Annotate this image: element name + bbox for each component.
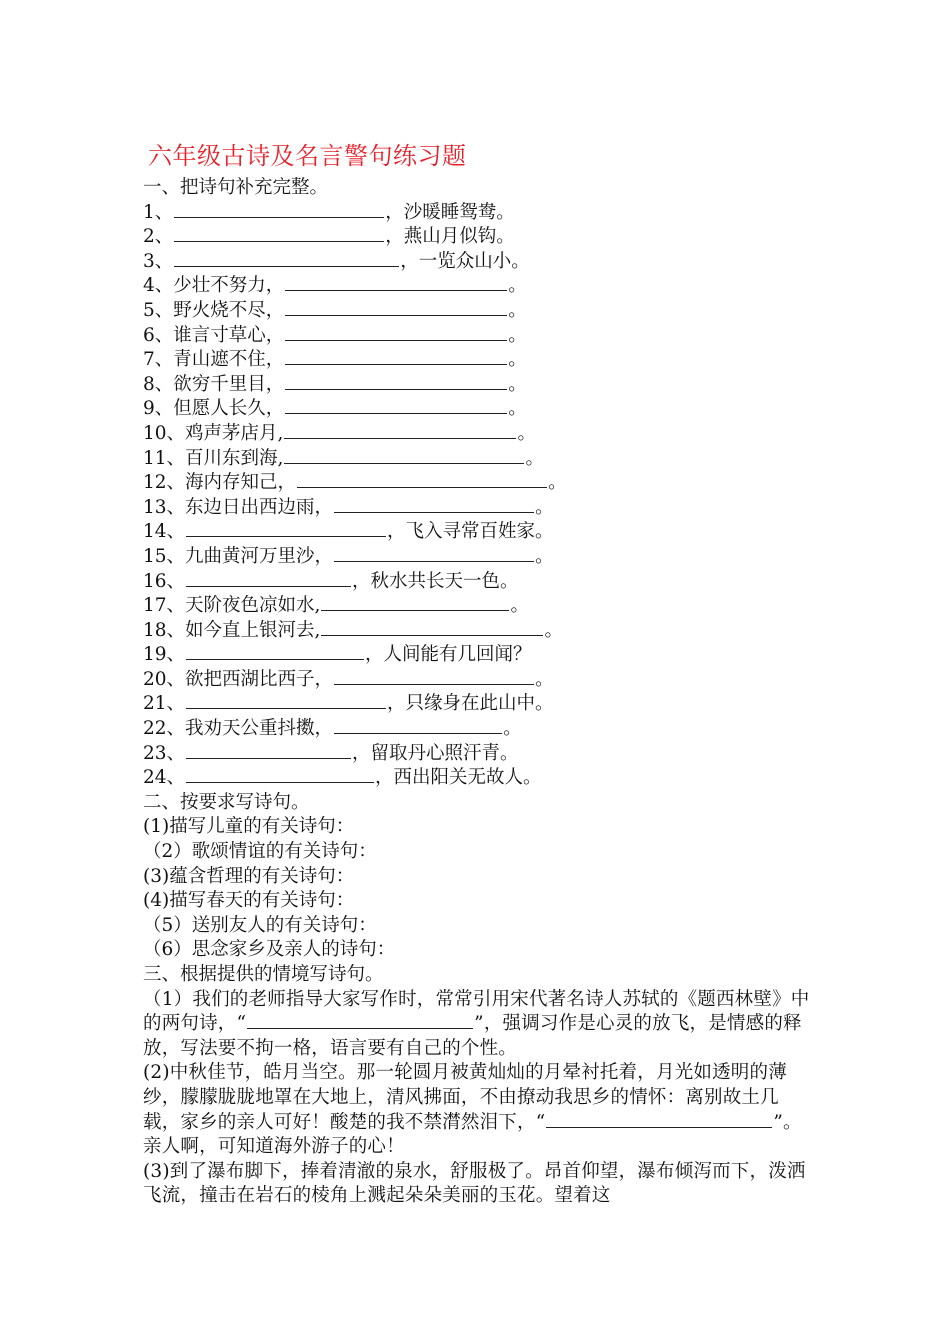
answer-blank[interactable] <box>174 225 384 242</box>
answer-blank[interactable] <box>247 1012 473 1029</box>
fill-in-item <box>143 668 813 693</box>
fill-in-item <box>143 766 813 791</box>
answer-blank[interactable] <box>334 545 534 562</box>
poem-suffix: ，一览众山小。 <box>400 250 530 272</box>
answer-blank[interactable] <box>285 299 507 316</box>
answer-blank[interactable] <box>174 250 399 267</box>
requirement-item: （6）思念家乡及亲人的诗句： <box>143 939 396 961</box>
item-number: 2、 <box>143 226 174 248</box>
poem-prefix: 九曲黄河万里沙， <box>185 545 334 567</box>
scenario-text: ”，强调习作是心灵的放飞，是情感的释放，写法要不拘一格，语言要有自己的个性。 <box>143 1013 802 1059</box>
item-number: 17、 <box>143 595 186 617</box>
item-number: 8、 <box>143 373 174 395</box>
poem-prefix: 青山遮不住， <box>173 349 285 371</box>
poem-prefix: 欲把西湖比西子， <box>185 668 334 690</box>
item-number: 7、 <box>143 349 174 371</box>
fill-in-item <box>143 348 813 373</box>
item-number: 6、 <box>143 324 174 346</box>
answer-blank[interactable] <box>334 668 534 685</box>
item-number: 23、 <box>143 742 186 764</box>
page-title: 六年级古诗及名言警句练习题 <box>148 142 467 170</box>
item-number: 15、 <box>143 545 186 567</box>
answer-blank[interactable] <box>186 520 386 537</box>
fill-in-item <box>143 373 813 398</box>
poem-prefix: 海内存知己， <box>185 472 297 494</box>
scenario-paragraph-1 <box>143 988 813 1062</box>
fill-in-item <box>143 201 813 226</box>
poem-prefix: 谁言寸草心， <box>173 324 285 346</box>
poem-prefix: 野火烧不尽， <box>173 299 285 321</box>
answer-blank[interactable] <box>546 1111 772 1128</box>
poem-suffix: ，秋水共长天一色。 <box>352 570 519 592</box>
answer-blank[interactable] <box>284 422 516 439</box>
poem-prefix: 东边日出西边雨， <box>185 496 334 518</box>
poem-prefix: 百川东到海, <box>185 447 284 469</box>
fill-in-item <box>143 692 813 717</box>
answer-blank[interactable] <box>284 447 524 464</box>
poem-prefix: 如今直上银河去, <box>185 619 321 641</box>
scenario-text: (2)中秋佳节，皓月当空。那一轮圆月被黄灿灿的月晕衬托着，月光如透明的薄纱，朦朦胧胧地罩在大地上，清风拂面，不由撩动我思乡的情怀：离别故土几载，家乡的亲人可好！酸楚的我不禁潸然泪下，“ <box>143 1062 787 1133</box>
item-number: 3、 <box>143 250 174 272</box>
item-number: 21、 <box>143 693 186 715</box>
requirement-item: (3)蕴含哲理的有关诗句： <box>143 865 355 887</box>
poem-suffix: 。 <box>525 447 544 469</box>
poem-suffix: ，人间能有几回闻？ <box>365 644 532 666</box>
answer-blank[interactable] <box>186 766 374 783</box>
answer-blank[interactable] <box>285 348 507 365</box>
fill-in-item <box>143 545 813 570</box>
fill-in-item <box>143 422 813 447</box>
poem-suffix: 。 <box>535 545 554 567</box>
requirement-item: （5）送别友人的有关诗句： <box>143 914 377 936</box>
poem-suffix: 。 <box>535 668 554 690</box>
answer-blank[interactable] <box>321 619 543 636</box>
fill-in-item <box>143 570 813 595</box>
poem-suffix: 。 <box>535 496 554 518</box>
section-heading-1: 一、把诗句补充完整。 <box>143 177 329 198</box>
poem-suffix: 。 <box>508 373 527 395</box>
item-number: 13、 <box>143 496 186 518</box>
poem-prefix: 少壮不努力， <box>173 275 285 297</box>
fill-in-list <box>143 201 813 791</box>
fill-in-item <box>143 643 813 668</box>
answer-blank[interactable] <box>285 324 507 341</box>
answer-blank[interactable] <box>186 742 351 759</box>
poem-prefix: 鸡声茅店月, <box>185 422 284 444</box>
answer-blank[interactable] <box>321 594 509 611</box>
fill-in-item <box>143 742 813 767</box>
answer-blank[interactable] <box>334 717 502 734</box>
item-number: 20、 <box>143 668 186 690</box>
poem-suffix: ，西出阳关无故人。 <box>375 767 542 789</box>
fill-in-item <box>143 397 813 422</box>
item-number: 5、 <box>143 299 174 321</box>
item-number: 9、 <box>143 398 174 420</box>
section-heading-3: 三、根据提供的情境写诗句。 <box>143 964 384 985</box>
poem-suffix: ，飞入寻常百姓家。 <box>387 521 554 543</box>
poem-prefix: 我劝天公重抖擞， <box>185 718 334 740</box>
item-number: 19、 <box>143 644 186 666</box>
poem-suffix: ，留取丹心照汗青。 <box>352 742 519 764</box>
item-number: 11、 <box>143 447 186 469</box>
poem-suffix: 。 <box>508 324 527 346</box>
scenario-paragraph-3: (3)到了瀑布脚下，捧着清澈的泉水，舒服极了。昂首仰望，瀑布倾泻而下，泼洒飞流，撞击在岩石的棱角上溅起朵朵美丽的玉花。望着这 <box>143 1160 806 1207</box>
item-number: 4、 <box>143 275 174 297</box>
fill-in-item <box>143 594 813 619</box>
section-heading-2: 二、按要求写诗句。 <box>143 791 310 813</box>
item-number: 22、 <box>143 718 186 740</box>
poem-suffix: ，沙暖睡鸳鸯。 <box>385 201 515 223</box>
item-number: 18、 <box>143 619 186 641</box>
fill-in-item <box>143 447 813 472</box>
answer-blank[interactable] <box>186 643 364 660</box>
item-number: 24、 <box>143 767 186 789</box>
poem-suffix: ，燕山月似钩。 <box>385 226 515 248</box>
fill-in-item <box>143 225 813 250</box>
fill-in-item <box>143 619 813 644</box>
fill-in-item <box>143 471 813 496</box>
fill-in-item <box>143 496 813 521</box>
fill-in-item <box>143 717 813 742</box>
fill-in-item <box>143 250 813 275</box>
requirement-item: （2）歌颂情谊的有关诗句： <box>143 841 377 863</box>
scenario-text: （1）我们的老师指导大家写作时，常常引用宋代著名诗人苏轼的《题西林壁》中的两句诗，“ <box>143 988 810 1035</box>
scenario-paragraph-2 <box>143 1061 813 1159</box>
item-number: 14、 <box>143 521 186 543</box>
answer-blank[interactable] <box>285 274 507 291</box>
poem-suffix: 。 <box>517 422 536 444</box>
item-number: 16、 <box>143 570 186 592</box>
answer-blank[interactable] <box>186 692 386 709</box>
requirement-item: (4)描写春天的有关诗句： <box>143 890 355 912</box>
answer-blank[interactable] <box>297 471 547 488</box>
poem-prefix: 天阶夜色凉如水, <box>185 595 321 617</box>
fill-in-item <box>143 324 813 349</box>
poem-requirement-list <box>143 815 813 963</box>
poem-suffix: 。 <box>510 595 529 617</box>
answer-blank[interactable] <box>334 496 534 513</box>
poem-suffix: 。 <box>508 275 527 297</box>
scenario-text: ”。亲人啊，可知道海外游子的心！ <box>143 1111 802 1158</box>
answer-blank[interactable] <box>174 201 384 218</box>
answer-blank[interactable] <box>285 373 507 390</box>
fill-in-item <box>143 520 813 545</box>
poem-prefix: 但愿人长久， <box>173 398 285 420</box>
poem-suffix: ，只缘身在此山中。 <box>387 693 554 715</box>
poem-suffix: 。 <box>503 718 522 740</box>
poem-suffix: 。 <box>508 398 527 420</box>
answer-blank[interactable] <box>285 397 507 414</box>
poem-suffix: 。 <box>544 619 563 641</box>
item-number: 12、 <box>143 472 186 494</box>
answer-blank[interactable] <box>186 570 351 587</box>
requirement-item: (1)描写儿童的有关诗句： <box>143 816 355 838</box>
item-number: 1、 <box>143 201 174 223</box>
fill-in-item <box>143 274 813 299</box>
poem-suffix: 。 <box>508 299 527 321</box>
poem-prefix: 欲穷千里目， <box>173 373 285 395</box>
item-number: 10、 <box>143 422 186 444</box>
poem-suffix: 。 <box>508 349 527 371</box>
poem-suffix: 。 <box>548 472 567 494</box>
fill-in-item <box>143 299 813 324</box>
worksheet-content <box>143 176 813 1209</box>
